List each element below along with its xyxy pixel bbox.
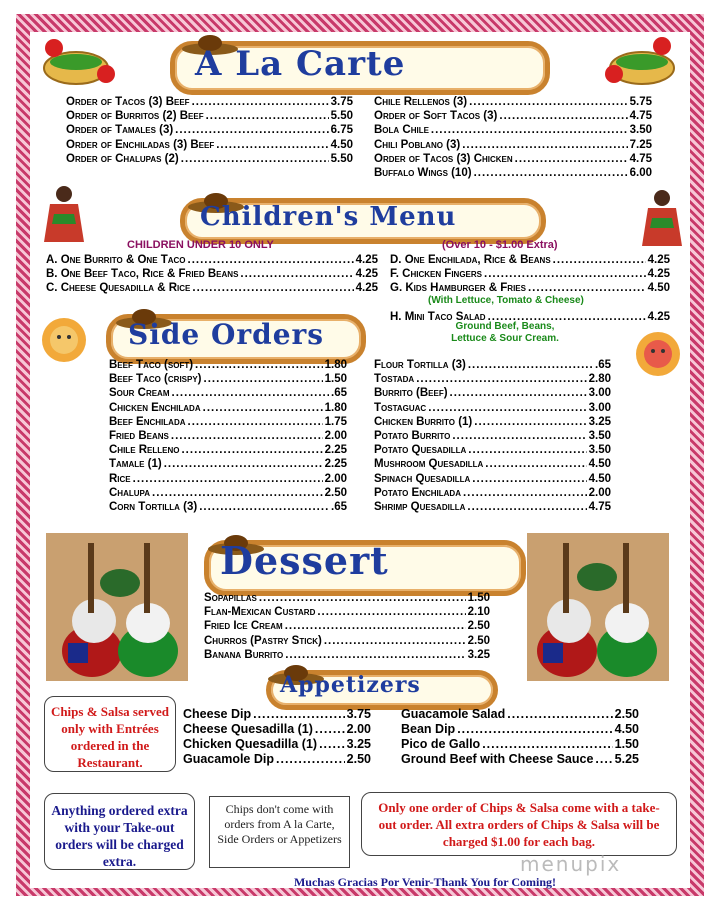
item-price: 1.75 xyxy=(324,415,347,428)
menu-item xyxy=(46,267,378,281)
item-name: Churros (Pastry Stick) xyxy=(204,634,322,647)
item-price: 1.50 xyxy=(324,373,347,386)
item-name: Flour Tortilla (3) xyxy=(374,359,466,371)
item-name: Rice xyxy=(109,472,131,485)
leader-dots xyxy=(457,722,612,737)
guitars-photo-left xyxy=(46,533,188,681)
sides-left-list xyxy=(109,358,347,514)
leader-dots xyxy=(468,443,586,457)
leader-dots xyxy=(315,722,345,737)
leader-dots xyxy=(467,500,586,514)
alacarte-right-list xyxy=(374,95,652,180)
menu-item xyxy=(374,415,611,429)
salad-note: Ground Beef, Beans, Lettuce & Sour Cream. xyxy=(451,321,559,344)
item-price: 4.50 xyxy=(614,722,639,736)
item-price: 3.00 xyxy=(588,387,611,400)
menu-item xyxy=(374,401,611,415)
menu-item xyxy=(109,372,347,386)
menu-item xyxy=(109,500,347,514)
menu-item xyxy=(401,707,639,722)
item-name: Order of Tacos (3) Beef xyxy=(66,96,190,108)
item-name: Banana Burrito xyxy=(204,648,284,661)
item-price: 5.50 xyxy=(330,152,353,165)
item-name: Shrimp Quesadilla xyxy=(374,501,466,514)
leader-dots xyxy=(472,472,586,486)
dessert-title: Dessert xyxy=(220,538,389,583)
item-price: 4.25 xyxy=(355,268,378,281)
item-price: 3.00 xyxy=(588,401,611,414)
leader-dots xyxy=(285,648,465,662)
menu-item xyxy=(183,752,371,767)
leader-dots xyxy=(181,152,329,166)
menu-item xyxy=(109,457,347,471)
menu-item xyxy=(109,415,347,429)
alacarte-title: A La Carte xyxy=(195,44,406,84)
menu-item xyxy=(109,401,347,415)
leader-dots xyxy=(172,386,329,400)
item-price: 2.50 xyxy=(614,707,639,721)
item-price: 5.25 xyxy=(614,752,639,766)
leader-dots xyxy=(164,457,323,471)
menu-item xyxy=(401,722,639,737)
menu-item xyxy=(374,152,652,166)
item-price: 2.00 xyxy=(324,472,347,485)
item-name: G. Kids Hamburger & Fries xyxy=(390,282,526,295)
menu-item xyxy=(46,281,378,295)
menu-item xyxy=(374,457,611,471)
leader-dots xyxy=(507,707,612,722)
leader-dots xyxy=(469,95,628,109)
item-name: Chile Rellenos (3) xyxy=(374,96,468,108)
item-name: Chalupa xyxy=(109,486,151,499)
leader-dots xyxy=(253,707,345,722)
item-price: 6.00 xyxy=(629,167,652,180)
taco-icon xyxy=(36,34,122,92)
menu-item xyxy=(374,123,652,137)
item-price: 5.50 xyxy=(330,110,353,123)
menu-item xyxy=(66,152,353,166)
watermark: menupix xyxy=(520,852,622,876)
item-name: D. One Enchilada, Rice & Beans xyxy=(390,254,551,266)
leader-dots xyxy=(240,267,353,281)
alacarte-left-list xyxy=(66,95,353,166)
leader-dots xyxy=(188,415,323,429)
menu-item xyxy=(66,95,353,109)
item-price: 1.50 xyxy=(614,737,639,751)
item-name: Tostada xyxy=(374,373,415,386)
item-name: Cheese Dip xyxy=(183,707,252,721)
leader-dots xyxy=(317,605,465,619)
item-price: 3.50 xyxy=(588,430,611,443)
item-name: A. One Burrito & One Taco xyxy=(46,254,186,266)
leader-dots xyxy=(474,166,628,180)
leader-dots xyxy=(416,372,586,386)
item-name: Tostaguac xyxy=(374,401,427,414)
leader-dots xyxy=(192,95,329,109)
leader-dots xyxy=(216,138,328,152)
menu-item xyxy=(204,648,490,662)
leader-dots xyxy=(133,472,323,486)
leader-dots xyxy=(452,429,586,443)
menu-item xyxy=(374,386,611,400)
leader-dots xyxy=(285,619,466,633)
leader-dots xyxy=(482,737,612,752)
item-name: Guacamole Salad xyxy=(401,707,506,721)
leader-dots xyxy=(181,443,322,457)
item-price: 2.00 xyxy=(346,722,371,736)
item-name: B. One Beef Taco, Rice & Fried Beans xyxy=(46,268,239,281)
menu-item xyxy=(374,486,611,500)
leader-dots xyxy=(199,500,329,514)
leader-dots xyxy=(175,123,328,137)
leader-dots xyxy=(259,591,466,605)
menu-item xyxy=(109,443,347,457)
menu-item xyxy=(401,737,639,752)
item-price: 3.25 xyxy=(467,648,490,661)
item-name: Beef Enchilada xyxy=(109,415,186,428)
leader-dots xyxy=(463,486,587,500)
item-price: 2.25 xyxy=(324,458,347,471)
chips-salsa-note: Chips & Salsa served only with Entrées ordered in the Restaurant. xyxy=(44,696,176,772)
taco-icon xyxy=(598,34,684,92)
item-price: 2.50 xyxy=(467,634,490,647)
item-price: .65 xyxy=(331,387,347,400)
leader-dots xyxy=(468,358,593,372)
takeout-chips-note: Only one order of Chips & Salsa come with a take-out order. All extra orders of Chips & Salsa will be charged $1.00 for each bag. xyxy=(361,792,677,856)
item-price: 4.25 xyxy=(355,282,378,295)
menu-item xyxy=(183,707,371,722)
menu-item xyxy=(109,472,347,486)
item-price: 4.25 xyxy=(647,310,670,323)
item-price: 4.50 xyxy=(588,458,611,471)
menu-item xyxy=(204,619,490,633)
menu-item xyxy=(183,737,371,752)
item-name: H. Mini Taco Salad xyxy=(390,310,486,323)
item-name: Order of Tacos (3) Chicken xyxy=(374,152,513,165)
leader-dots xyxy=(203,401,323,415)
item-name: Beef Taco (crispy) xyxy=(109,373,202,386)
leader-dots xyxy=(324,634,466,648)
footer-thanks: Muchas Gracias Por Venir-Thank You for Coming! xyxy=(293,875,557,889)
menu-item xyxy=(204,634,490,648)
item-price: 2.50 xyxy=(467,620,490,633)
item-price: 7.25 xyxy=(629,138,652,151)
item-name: Bean Dip xyxy=(401,722,456,736)
item-price: 2.50 xyxy=(346,752,371,766)
item-price: 4.50 xyxy=(647,282,670,295)
dessert-list xyxy=(204,591,490,662)
leader-dots xyxy=(462,138,627,152)
menu-item xyxy=(183,722,371,737)
item-price: 3.50 xyxy=(588,444,611,457)
item-name: Chili Poblano (3) xyxy=(374,138,461,151)
menu-item xyxy=(374,109,652,123)
leader-dots xyxy=(431,123,628,137)
chips-not-included-note: Chips don't come with orders from A la Carte, Side Orders or Appetizers xyxy=(209,796,350,868)
item-price: 2.00 xyxy=(324,430,347,443)
menu-item xyxy=(109,358,347,372)
item-price: 5.75 xyxy=(629,96,652,108)
appetizers-left-list xyxy=(183,707,371,767)
item-price: 4.50 xyxy=(330,138,353,151)
menu-item xyxy=(109,386,347,400)
item-price: 2.10 xyxy=(467,606,490,619)
leader-dots xyxy=(204,372,323,386)
item-name: Ground Beef with Cheese Sauce xyxy=(401,752,594,766)
item-price: 1.80 xyxy=(324,401,347,414)
item-name: Sopapillas xyxy=(204,592,257,604)
item-price: .65 xyxy=(331,501,347,514)
item-name: Chicken Burrito (1) xyxy=(374,415,473,428)
item-name: Tamale (1) xyxy=(109,458,162,471)
sun-face-icon xyxy=(40,316,88,364)
leader-dots xyxy=(499,109,627,123)
item-name: Spinach Quesadilla xyxy=(374,472,471,485)
leader-dots xyxy=(206,109,329,123)
dancer-icon xyxy=(40,184,88,248)
sides-title: Side Orders xyxy=(128,318,325,351)
extra-charge-note: Anything ordered extra with your Take-out orders will be charged extra. xyxy=(44,793,195,870)
item-name: Chicken Enchilada xyxy=(109,401,201,414)
item-name: Fried Beans xyxy=(109,430,169,443)
item-price: 3.50 xyxy=(629,124,652,137)
menu-item xyxy=(204,591,490,605)
item-price: 4.75 xyxy=(629,152,652,165)
sides-right-list xyxy=(374,358,611,514)
menu-item xyxy=(66,123,353,137)
menu-item xyxy=(401,752,639,767)
menu-item xyxy=(204,605,490,619)
item-name: Order of Burritos (2) Beef xyxy=(66,110,204,123)
leader-dots xyxy=(485,457,586,471)
item-name: Order of Soft Tacos (3) xyxy=(374,110,498,123)
item-price: 4.50 xyxy=(588,472,611,485)
item-price: 4.75 xyxy=(629,110,652,123)
leader-dots xyxy=(484,267,646,281)
menu-item xyxy=(390,253,670,267)
dancer-icon xyxy=(638,188,686,252)
menu-item xyxy=(374,95,652,109)
menu-item xyxy=(46,253,378,267)
item-name: Order of Enchiladas (3) Beef xyxy=(66,138,215,151)
appetizers-title: Appetizers xyxy=(280,672,421,698)
item-price: 4.25 xyxy=(647,268,670,281)
menu-item xyxy=(374,372,611,386)
leader-dots xyxy=(595,752,612,767)
item-name: Cheese Quesadilla (1) xyxy=(183,722,313,736)
leader-dots xyxy=(450,386,587,400)
menu-item xyxy=(109,486,347,500)
item-name: Buffalo Wings (10) xyxy=(374,167,472,180)
item-name: Bola Chile xyxy=(374,124,429,137)
children-title: Children's Menu xyxy=(200,202,457,232)
children-left-list xyxy=(46,253,378,296)
leader-dots xyxy=(474,415,586,429)
item-name: Sour Cream xyxy=(109,387,170,400)
menu-item xyxy=(374,500,611,514)
leader-dots xyxy=(152,486,323,500)
item-price: 3.25 xyxy=(588,415,611,428)
item-name: Order of Chalupas (2) xyxy=(66,152,179,165)
item-name: Chicken Quesadilla (1) xyxy=(183,737,318,751)
item-name: Fried Ice Cream xyxy=(204,620,283,633)
leader-dots xyxy=(195,358,323,372)
menu-item xyxy=(390,267,670,281)
item-name: Potato Enchilada xyxy=(374,486,461,499)
menu-item xyxy=(374,166,652,180)
leader-dots xyxy=(276,752,345,767)
item-price: 4.25 xyxy=(647,254,670,266)
menu-item xyxy=(109,429,347,443)
item-name: Flan-Mexican Custard xyxy=(204,606,316,619)
item-price: 2.80 xyxy=(588,373,611,386)
item-name: Potato Burrito xyxy=(374,430,451,443)
leader-dots xyxy=(192,281,353,295)
item-name: Mushroom Quesadilla xyxy=(374,458,484,471)
item-price: 2.50 xyxy=(324,486,347,499)
leader-dots xyxy=(319,737,345,752)
item-name: Potato Quesadilla xyxy=(374,444,467,457)
menu-item xyxy=(374,472,611,486)
menu-item xyxy=(374,429,611,443)
appetizers-right-list xyxy=(401,707,639,767)
item-price: .65 xyxy=(595,359,611,371)
children-over10: (Over 10 - $1.00 Extra) xyxy=(442,239,558,251)
item-name: Burrito (Beef) xyxy=(374,387,448,400)
item-name: C. Cheese Quesadilla & Rice xyxy=(46,282,191,295)
item-price: 3.25 xyxy=(346,737,371,751)
item-name: Corn Tortilla (3) xyxy=(109,501,198,514)
item-price: 3.75 xyxy=(346,707,371,721)
children-right-list xyxy=(390,253,670,324)
item-price: 4.75 xyxy=(588,501,611,514)
hamburger-note: (With Lettuce, Tomato & Cheese) xyxy=(428,295,584,306)
item-price: 1.50 xyxy=(467,592,490,604)
item-price: 1.80 xyxy=(324,359,347,371)
leader-dots xyxy=(428,401,586,415)
item-name: Order of Tamales (3) xyxy=(66,124,174,137)
item-price: 3.75 xyxy=(330,96,353,108)
leader-dots xyxy=(553,253,646,267)
leader-dots xyxy=(171,429,323,443)
menu-item xyxy=(374,358,611,372)
item-name: Beef Taco (soft) xyxy=(109,359,194,371)
sun-face-icon xyxy=(634,330,682,378)
leader-dots xyxy=(515,152,628,166)
item-name: F. Chicken Fingers xyxy=(390,268,483,281)
menu-item xyxy=(66,138,353,152)
menu-item xyxy=(374,138,652,152)
guitars-photo-right xyxy=(527,533,669,681)
children-under10: CHILDREN UNDER 10 ONLY xyxy=(127,239,274,251)
item-price: 2.00 xyxy=(588,486,611,499)
menu-item xyxy=(374,443,611,457)
item-price: 4.25 xyxy=(355,254,378,266)
item-name: Chile Relleno xyxy=(109,444,180,457)
menu-item xyxy=(66,109,353,123)
leader-dots xyxy=(188,253,354,267)
item-name: Pico de Gallo xyxy=(401,737,481,751)
item-price: 2.25 xyxy=(324,444,347,457)
item-price: 6.75 xyxy=(330,124,353,137)
item-name: Guacamole Dip xyxy=(183,752,274,766)
